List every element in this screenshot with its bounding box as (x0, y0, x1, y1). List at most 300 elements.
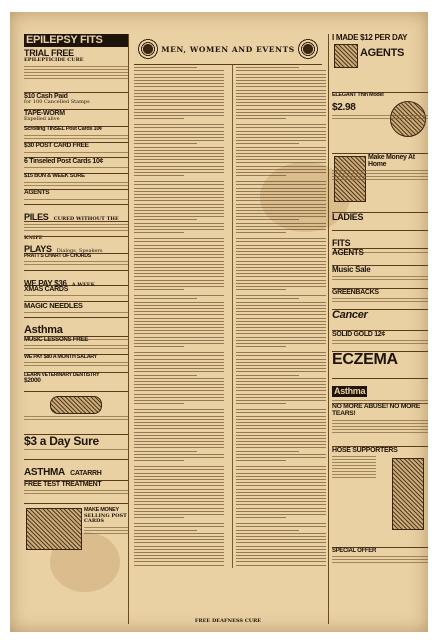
text-line (134, 232, 184, 233)
text-line (134, 257, 224, 258)
text-line (236, 216, 326, 217)
text-line (236, 267, 326, 268)
text-line (236, 381, 326, 382)
text-line (134, 229, 224, 230)
text-line (236, 80, 326, 81)
text-line (134, 466, 224, 467)
text-line (236, 213, 326, 214)
text-line (134, 216, 224, 217)
text-line (236, 273, 326, 274)
portrait-illustration (334, 44, 358, 68)
text-line (236, 311, 326, 312)
text-line (236, 109, 326, 110)
text-line (236, 371, 326, 372)
text-line (134, 67, 197, 68)
text-line (134, 197, 224, 198)
deafness-cure-heading: FREE DEAFNESS CURE (194, 618, 262, 624)
text-line (134, 86, 224, 87)
text-line (134, 254, 224, 255)
text-line (134, 473, 224, 474)
editorial-article-text (134, 65, 322, 616)
text-line (236, 362, 326, 363)
text-line (134, 83, 224, 84)
text-line (236, 289, 286, 290)
text-line (134, 298, 197, 299)
text-line (134, 115, 224, 116)
ad-music-sale: Music Sale (332, 266, 428, 289)
text-line (134, 530, 197, 531)
text-line (236, 93, 326, 94)
text-line (134, 482, 224, 483)
text-line (134, 238, 224, 239)
text-line (134, 542, 224, 543)
text-line (236, 280, 326, 281)
text-line (134, 150, 224, 151)
text-line (236, 517, 286, 518)
text-line (134, 223, 224, 224)
text-line (236, 245, 326, 246)
text-line (236, 137, 326, 138)
text-line (236, 131, 326, 132)
ad-piles: PILES CURED WITHOUT THE KNIFE (24, 205, 128, 222)
text-line (236, 438, 326, 439)
ad-tape-worm: TAPE-WORM Expelled alive (24, 110, 128, 127)
text-line (134, 489, 224, 490)
text-line (134, 457, 224, 458)
text-line (236, 295, 326, 296)
text-line (134, 248, 224, 249)
text-line (236, 504, 326, 505)
text-line (134, 504, 224, 505)
ad-asthma-left: Asthma (24, 318, 128, 337)
text-line (236, 147, 326, 148)
text-line (134, 340, 224, 341)
ad-xmas-cards: XMAS CARDS (24, 286, 128, 302)
ad-asthma-right: Asthma (332, 379, 428, 404)
text-line (236, 514, 326, 515)
text-line (236, 318, 326, 319)
text-line (236, 489, 326, 490)
text-line (236, 479, 326, 480)
text-line (236, 495, 326, 496)
ad-magic-needles: MAGIC NEEDLES (24, 302, 128, 318)
article-column-b (232, 65, 326, 568)
ad-agents: AGENTS (24, 190, 128, 205)
text-line (236, 355, 326, 356)
text-line (236, 327, 326, 328)
text-line (236, 257, 326, 258)
ad-crystal (24, 224, 128, 237)
text-line (134, 213, 224, 214)
text-line (134, 147, 224, 148)
text-line (236, 422, 326, 423)
text-line (134, 365, 224, 366)
text-line (236, 539, 326, 540)
text-line (236, 409, 326, 410)
text-line (236, 210, 326, 211)
text-line (134, 384, 224, 385)
text-line (134, 508, 224, 509)
text-line (236, 200, 326, 201)
column-masthead (134, 34, 322, 65)
newspaper-page (10, 12, 428, 632)
text-line (236, 454, 326, 455)
text-line (236, 241, 326, 242)
text-line (236, 207, 326, 208)
text-line (134, 308, 224, 309)
text-line (236, 511, 326, 512)
text-line (236, 70, 326, 71)
text-line (236, 435, 326, 436)
text-line (134, 156, 224, 157)
text-line (236, 542, 326, 543)
text-line (134, 451, 197, 452)
text-line (236, 305, 326, 306)
text-line (236, 425, 326, 426)
text-line (236, 223, 326, 224)
text-line (236, 67, 299, 68)
text-line (134, 273, 224, 274)
ad-elegant-watch: ELEGANT Thin Model $2.98 (332, 93, 428, 154)
text-line (236, 86, 326, 87)
text-line (134, 314, 224, 315)
text-line (236, 197, 326, 198)
text-line (134, 387, 224, 388)
ad-solid-gold: SOLID GOLD 12¢ (332, 331, 428, 352)
text-line (134, 318, 224, 319)
ad-3-a-day: $3 a Day Sure (24, 435, 128, 460)
text-line (134, 283, 224, 284)
text-line (134, 485, 224, 486)
text-line (134, 191, 224, 192)
text-line (134, 264, 224, 265)
text-line (134, 99, 224, 100)
ad-ladies: LADIES (332, 213, 428, 231)
text-line (236, 501, 326, 502)
text-line (236, 226, 326, 227)
text-line (236, 204, 326, 205)
text-line (134, 327, 224, 328)
text-line (134, 397, 224, 398)
text-line (134, 74, 224, 75)
ad-rubber-ring (24, 396, 128, 435)
text-line (134, 169, 224, 170)
text-line (134, 226, 224, 227)
text-line (236, 276, 326, 277)
text-line (236, 387, 326, 388)
text-line (134, 441, 224, 442)
ad-plays: PLAYS Dialogs, Speakers (24, 237, 128, 254)
text-line (236, 460, 286, 461)
text-line (236, 286, 326, 287)
text-line (236, 191, 326, 192)
text-line (134, 134, 224, 135)
ad-cash-paid: $10 Cash Paid for 100 Cancelled Stamps (24, 93, 128, 110)
text-line (134, 498, 224, 499)
text-line (236, 264, 326, 265)
text-line (236, 447, 326, 448)
text-line (236, 159, 326, 160)
text-line (236, 283, 326, 284)
text-line (236, 498, 326, 499)
text-line (236, 261, 326, 262)
text-line (134, 210, 224, 211)
text-line (134, 371, 224, 372)
text-line (134, 270, 224, 271)
editorial-column (134, 34, 322, 624)
ad-agents-right: AGENTS (332, 249, 428, 266)
text-line (134, 184, 224, 185)
text-line (134, 362, 224, 363)
text-line (134, 124, 224, 125)
text-line (134, 200, 224, 201)
text-line (236, 333, 326, 334)
ad-eczema: ECZEMA (332, 352, 428, 379)
text-line (236, 115, 326, 116)
text-line (134, 137, 224, 138)
text-line (236, 412, 326, 413)
text-line (134, 245, 224, 246)
text-line (134, 400, 224, 401)
text-line (236, 238, 326, 239)
left-ad-column (24, 34, 129, 624)
text-line (134, 501, 224, 502)
text-line (134, 153, 224, 154)
text-line (134, 143, 197, 144)
text-line (134, 355, 224, 356)
text-line (236, 397, 326, 398)
text-line (134, 523, 224, 524)
text-line (236, 476, 326, 477)
text-line (134, 428, 224, 429)
text-line (134, 131, 224, 132)
text-line (236, 181, 326, 182)
text-line (236, 74, 326, 75)
ad-we-pay-36: WE PAY $36 A WEEK (24, 271, 128, 286)
text-line (236, 378, 326, 379)
text-line (236, 330, 326, 331)
text-line (134, 381, 224, 382)
text-line (236, 546, 326, 547)
text-line (134, 422, 224, 423)
text-line (134, 80, 224, 81)
text-line (134, 511, 224, 512)
text-line (236, 248, 326, 249)
text-line (134, 280, 224, 281)
text-line (236, 172, 326, 173)
text-line (134, 378, 224, 379)
text-line (134, 409, 224, 410)
text-line (236, 384, 326, 385)
text-line (134, 454, 224, 455)
text-line (134, 289, 184, 290)
text-line (236, 359, 326, 360)
text-line (236, 558, 326, 559)
ornament-left (136, 38, 160, 60)
text-line (134, 390, 224, 391)
text-line (134, 77, 224, 78)
text-line (134, 432, 224, 433)
ad-scrolling-post-cards: Scrolling TINSEL Post Cards 10¢ (24, 127, 128, 143)
text-line (134, 425, 224, 426)
text-line (236, 153, 326, 154)
text-line (236, 549, 326, 550)
text-line (134, 444, 224, 445)
text-line (134, 337, 224, 338)
text-line (134, 368, 224, 369)
ad-music-lessons: MUSIC LESSONS FREE (24, 337, 128, 355)
text-line (134, 346, 184, 347)
text-line (134, 565, 224, 566)
text-line (134, 140, 224, 141)
text-line (236, 536, 326, 537)
text-line (236, 118, 286, 119)
text-line (134, 419, 224, 420)
text-line (236, 99, 326, 100)
text-line (134, 552, 224, 553)
text-line (236, 124, 326, 125)
text-line (236, 102, 326, 103)
ad-hose-supporters: HOSE SUPPORTERS (332, 447, 428, 548)
text-line (134, 561, 224, 562)
text-line (134, 526, 224, 527)
ad-asthma-catarrh: ASTHMA CATARRH (24, 460, 128, 481)
text-line (134, 188, 224, 189)
text-line (236, 419, 326, 420)
text-line (236, 308, 326, 309)
text-line (236, 565, 326, 566)
text-line (134, 555, 224, 556)
text-line (134, 311, 224, 312)
ad-veterinary-dentistry: LEARN VETERINARY DENTISTRY $2000 (24, 373, 128, 392)
ad-free-test-treatment: FREE TEST TREATMENT (24, 481, 128, 504)
text-line (236, 169, 326, 170)
ad-pratts-chart: PRATT'S CHART OF CHORDS (24, 254, 128, 271)
text-line (134, 172, 224, 173)
text-line (134, 305, 224, 306)
text-line (236, 441, 326, 442)
text-line (236, 533, 326, 534)
text-line (134, 276, 224, 277)
text-line (236, 428, 326, 429)
text-line (236, 492, 326, 493)
text-line (236, 270, 326, 271)
text-line (236, 352, 326, 353)
post-cards-illustration (26, 508, 82, 550)
text-line (236, 188, 326, 189)
text-line (236, 77, 326, 78)
text-line (236, 254, 326, 255)
text-line (134, 267, 224, 268)
text-line (236, 340, 326, 341)
text-line (236, 403, 286, 404)
text-line (134, 102, 224, 103)
ad-post-card-free: $30 POST CARD FREE (24, 143, 128, 158)
text-line (236, 526, 326, 527)
text-line (236, 473, 326, 474)
text-line (236, 156, 326, 157)
ad-we-pay-80: WE PAY $80 A MONTH SALARY (24, 355, 128, 373)
text-line (134, 495, 224, 496)
text-line (236, 83, 326, 84)
text-line (236, 530, 299, 531)
text-line (236, 150, 326, 151)
text-line (134, 476, 224, 477)
text-line (134, 194, 224, 195)
text-line (236, 400, 326, 401)
rubber-ring-illustration (50, 396, 102, 414)
text-line (134, 159, 224, 160)
text-line (236, 394, 326, 395)
ad-make-money-post-cards: MAKE MONEY SELLING POST CARDS (24, 504, 128, 554)
text-line (134, 435, 224, 436)
text-line (134, 533, 224, 534)
text-line (134, 295, 224, 296)
text-line (236, 251, 326, 252)
text-line (134, 166, 224, 167)
text-line (236, 229, 326, 230)
text-line (134, 539, 224, 540)
text-line (236, 416, 326, 417)
text-line (134, 261, 224, 262)
text-line (134, 302, 224, 303)
text-line (134, 416, 224, 417)
text-line (134, 447, 224, 448)
ad-fits: FITS (332, 231, 428, 249)
text-line (236, 457, 326, 458)
text-line (236, 466, 326, 467)
ornament-right (296, 38, 320, 60)
text-line (134, 479, 224, 480)
text-line (236, 194, 326, 195)
text-line (236, 432, 326, 433)
text-line (236, 368, 326, 369)
text-line (134, 343, 224, 344)
text-line (134, 175, 184, 176)
text-line (236, 523, 326, 524)
text-line (236, 219, 299, 220)
ad-week-sure: $15 BUN & WEEK SURE (24, 174, 128, 190)
text-line (134, 118, 184, 119)
text-line (134, 162, 224, 163)
text-line (134, 333, 224, 334)
text-line (134, 460, 184, 461)
text-line (134, 492, 224, 493)
ad-cancer: Cancer (332, 310, 428, 331)
text-line (236, 343, 326, 344)
text-line (236, 298, 299, 299)
text-line (134, 112, 224, 113)
text-line (236, 302, 326, 303)
text-line (236, 112, 326, 113)
text-line (134, 352, 224, 353)
text-line (134, 93, 224, 94)
text-line (134, 469, 224, 470)
ad-no-more-abuse: NO MORE ABUSE! NO MORE TEARS! (332, 404, 428, 447)
text-line (134, 412, 224, 413)
text-line (236, 482, 326, 483)
text-line (134, 514, 224, 515)
text-line (236, 451, 299, 452)
text-line (134, 321, 224, 322)
text-line (236, 96, 326, 97)
text-line (134, 90, 224, 91)
hose-supporter-illustration (392, 458, 424, 530)
ad-greenbacks: GREENBACKS (332, 289, 428, 310)
text-line (236, 555, 326, 556)
text-line (134, 207, 224, 208)
text-line (134, 394, 224, 395)
